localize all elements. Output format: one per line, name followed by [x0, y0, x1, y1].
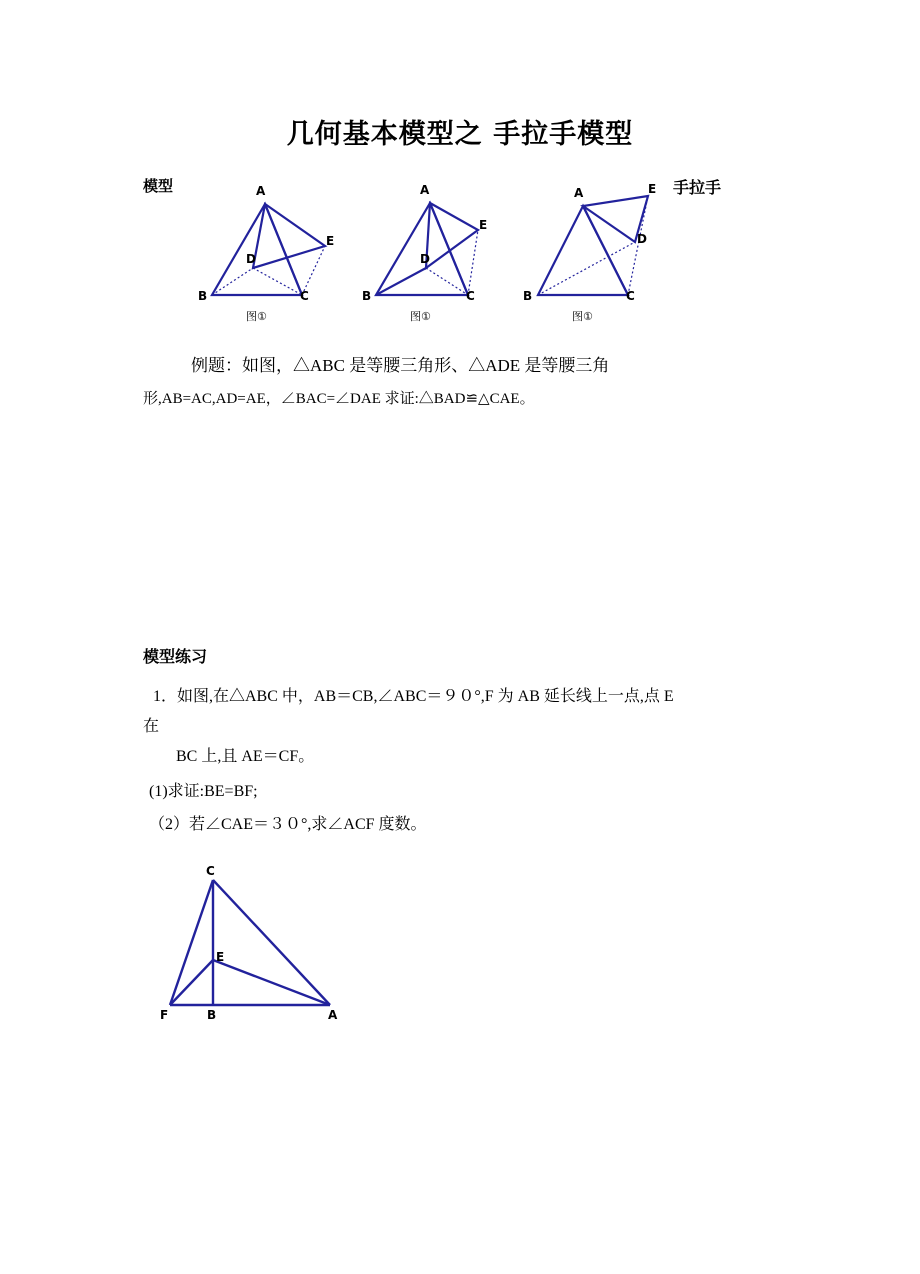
model-figures-row: [190, 182, 690, 330]
section-label-practice: 模型练习: [143, 647, 208, 666]
example-text-block: [143, 350, 803, 415]
vertex-label-C: C: [466, 289, 475, 303]
vertex-label-E: E: [648, 182, 657, 196]
example-line-1: 例题：如图，△ABC 是等腰三角形、△ADE 是等腰三角: [191, 356, 610, 375]
section-label-model: 模型: [143, 177, 174, 195]
question-1-line-2: 在: [143, 718, 160, 735]
vertex-label-B: B: [523, 289, 533, 303]
vertex-label-A: A: [256, 184, 266, 198]
page-title: 几何基本模型之 手拉手模型: [286, 119, 634, 150]
vertex-label-C: C: [626, 289, 635, 303]
vertex-label-F: F: [160, 1008, 169, 1022]
vertex-label-A: A: [574, 186, 584, 200]
section-label-shoulashou: 手拉手: [673, 178, 722, 197]
question-1-line-5: （2）若∠CAE＝３０°,求∠ACF 度数。: [149, 816, 427, 833]
vertex-label-D: D: [420, 252, 430, 266]
vertex-label-E: E: [479, 218, 488, 232]
vertex-label-C: C: [300, 289, 309, 303]
question-1-figure: [150, 864, 370, 1030]
vertex-label-B: B: [362, 289, 372, 303]
vertex-label-A: A: [420, 183, 430, 197]
figure-caption-2: 图①: [410, 310, 431, 323]
figure-1-drawing: [190, 190, 350, 320]
figure-caption-1: 图①: [246, 310, 267, 323]
vertex-label-E: E: [216, 950, 225, 964]
vertex-label-D: D: [246, 252, 256, 266]
vertex-label-C: C: [206, 864, 215, 878]
question-1-line-3: BC 上,且 AE＝CF。: [176, 748, 315, 765]
model-figure-3: [520, 182, 690, 323]
vertex-label-A: A: [328, 1008, 338, 1022]
vertex-label-E: E: [326, 234, 335, 248]
question-1-line-1: 1．如图,在△ABC 中，AB＝CB,∠ABC＝９０°,F 为 AB 延长线上一点,点 E: [153, 688, 674, 705]
example-line-2: 形,AB=AC,AD=AE，∠BAC=∠DAE 求证:△BAD≌△CAE。: [143, 391, 535, 407]
vertex-label-B: B: [207, 1008, 217, 1022]
vertex-label-B: B: [198, 289, 208, 303]
figure-2-drawing: [358, 190, 518, 320]
figure-caption-3: 图①: [572, 310, 593, 323]
model-figure-2: [358, 183, 518, 323]
figure-3-drawing: [520, 190, 690, 320]
question-1-line-4: (1)求证:BE=BF;: [149, 783, 258, 800]
model-figure-1: [190, 184, 350, 323]
question-1-figure-drawing: [150, 870, 370, 1030]
vertex-label-D: D: [637, 232, 647, 246]
